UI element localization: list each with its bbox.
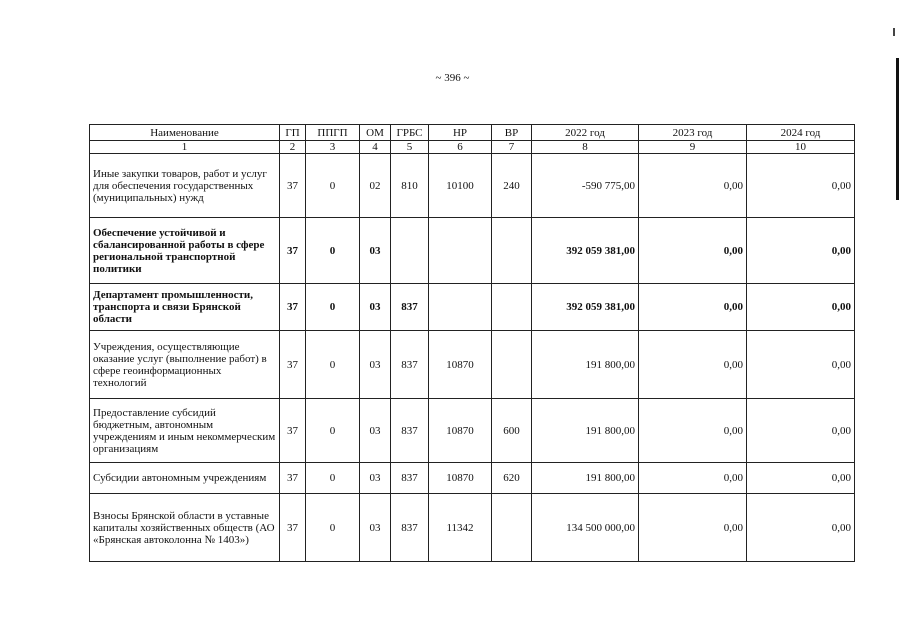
table-row	[90, 463, 855, 494]
cell-ppgp: 0	[306, 218, 360, 284]
row-name: Обеспечение устойчивой и сбалансированной работы в сфере региональной транспортной политики	[90, 218, 280, 284]
cell-2023: 0,00	[639, 494, 747, 562]
cell-gp: 37	[280, 463, 306, 494]
header-2022: 2022 год	[532, 125, 639, 141]
column-number: 2	[280, 141, 306, 154]
cell-nr	[429, 218, 492, 284]
cell-vr	[492, 494, 532, 562]
column-number: 10	[747, 141, 855, 154]
cell-nr: 10870	[429, 399, 492, 463]
header-grbs: ГРБС	[391, 125, 429, 141]
header-nr: НР	[429, 125, 492, 141]
header-2024: 2024 год	[747, 125, 855, 141]
table-row	[90, 399, 855, 463]
row-name: Департамент промышленности, транспорта и связи Брянской области	[90, 284, 280, 331]
cell-gp: 37	[280, 331, 306, 399]
cell-2023: 0,00	[639, 218, 747, 284]
table-row	[90, 494, 855, 562]
cell-grbs: 837	[391, 331, 429, 399]
column-number-row	[90, 141, 855, 154]
column-number: 9	[639, 141, 747, 154]
cell-2022: 191 800,00	[532, 463, 639, 494]
cell-om: 03	[360, 284, 391, 331]
table-row	[90, 331, 855, 399]
header-2023: 2023 год	[639, 125, 747, 141]
row-name: Учреждения, осуществляющие оказание услуг (выполнение работ) в сфере геоинформационных технологий	[90, 331, 280, 399]
cell-nr: 11342	[429, 494, 492, 562]
cell-grbs: 837	[391, 284, 429, 331]
column-number: 1	[90, 141, 280, 154]
cell-vr: 620	[492, 463, 532, 494]
cell-nr: 10870	[429, 463, 492, 494]
cell-2023: 0,00	[639, 399, 747, 463]
cell-grbs: 837	[391, 399, 429, 463]
cell-2024: 0,00	[747, 463, 855, 494]
cell-2024: 0,00	[747, 494, 855, 562]
cell-gp: 37	[280, 154, 306, 218]
cell-nr: 10100	[429, 154, 492, 218]
page-number: ~ 396 ~	[435, 72, 470, 84]
header-ppgp: ППГП	[306, 125, 360, 141]
cell-2022: 191 800,00	[532, 331, 639, 399]
cell-vr	[492, 331, 532, 399]
cell-gp: 37	[280, 399, 306, 463]
column-number: 6	[429, 141, 492, 154]
scan-edge-mark	[896, 58, 899, 200]
cell-2024: 0,00	[747, 218, 855, 284]
header-gp: ГП	[280, 125, 306, 141]
cell-nr	[429, 284, 492, 331]
cell-2023: 0,00	[639, 154, 747, 218]
cell-grbs	[391, 218, 429, 284]
cell-vr	[492, 218, 532, 284]
cell-2023: 0,00	[639, 331, 747, 399]
cell-2023: 0,00	[639, 284, 747, 331]
column-number: 4	[360, 141, 391, 154]
cell-2024: 0,00	[747, 284, 855, 331]
cell-ppgp: 0	[306, 154, 360, 218]
header-name: Наименование	[90, 125, 280, 141]
column-number: 5	[391, 141, 429, 154]
cell-2024: 0,00	[747, 399, 855, 463]
row-name: Предоставление субсидий бюджетным, автономным учреждениям и иным некоммерческим организациям	[90, 399, 280, 463]
cell-2022: 134 500 000,00	[532, 494, 639, 562]
cell-2024: 0,00	[747, 154, 855, 218]
cell-ppgp: 0	[306, 463, 360, 494]
cell-vr: 600	[492, 399, 532, 463]
cell-2023: 0,00	[639, 463, 747, 494]
cell-2022: 191 800,00	[532, 399, 639, 463]
cell-2022: 392 059 381,00	[532, 218, 639, 284]
table-row	[90, 154, 855, 218]
column-number: 3	[306, 141, 360, 154]
cell-2024: 0,00	[747, 331, 855, 399]
row-name: Взносы Брянской области в уставные капиталы хозяйственных обществ (АО «Брянская автоколонна № 1403»)	[90, 494, 280, 562]
table-row	[90, 218, 855, 284]
budget-table	[89, 124, 855, 562]
table-row	[90, 284, 855, 331]
header-vr: ВР	[492, 125, 532, 141]
header-om: ОМ	[360, 125, 391, 141]
cell-nr: 10870	[429, 331, 492, 399]
cell-ppgp: 0	[306, 494, 360, 562]
column-number: 8	[532, 141, 639, 154]
cell-ppgp: 0	[306, 399, 360, 463]
cell-om: 03	[360, 494, 391, 562]
cell-gp: 37	[280, 284, 306, 331]
row-name: Субсидии автономным учреждениям	[90, 463, 280, 494]
cell-grbs: 810	[391, 154, 429, 218]
cell-om: 03	[360, 399, 391, 463]
cell-om: 03	[360, 331, 391, 399]
cell-gp: 37	[280, 218, 306, 284]
cell-om: 03	[360, 463, 391, 494]
cell-ppgp: 0	[306, 331, 360, 399]
row-name: Иные закупки товаров, работ и услуг для обеспечения государственных (муниципальных) нужд	[90, 154, 280, 218]
scan-artifact-dot	[893, 28, 895, 36]
cell-vr	[492, 284, 532, 331]
cell-gp: 37	[280, 494, 306, 562]
cell-2022: 392 059 381,00	[532, 284, 639, 331]
column-number: 7	[492, 141, 532, 154]
cell-grbs: 837	[391, 463, 429, 494]
cell-grbs: 837	[391, 494, 429, 562]
cell-ppgp: 0	[306, 284, 360, 331]
cell-2022: -590 775,00	[532, 154, 639, 218]
cell-om: 03	[360, 218, 391, 284]
header-row	[90, 125, 855, 141]
cell-om: 02	[360, 154, 391, 218]
cell-vr: 240	[492, 154, 532, 218]
